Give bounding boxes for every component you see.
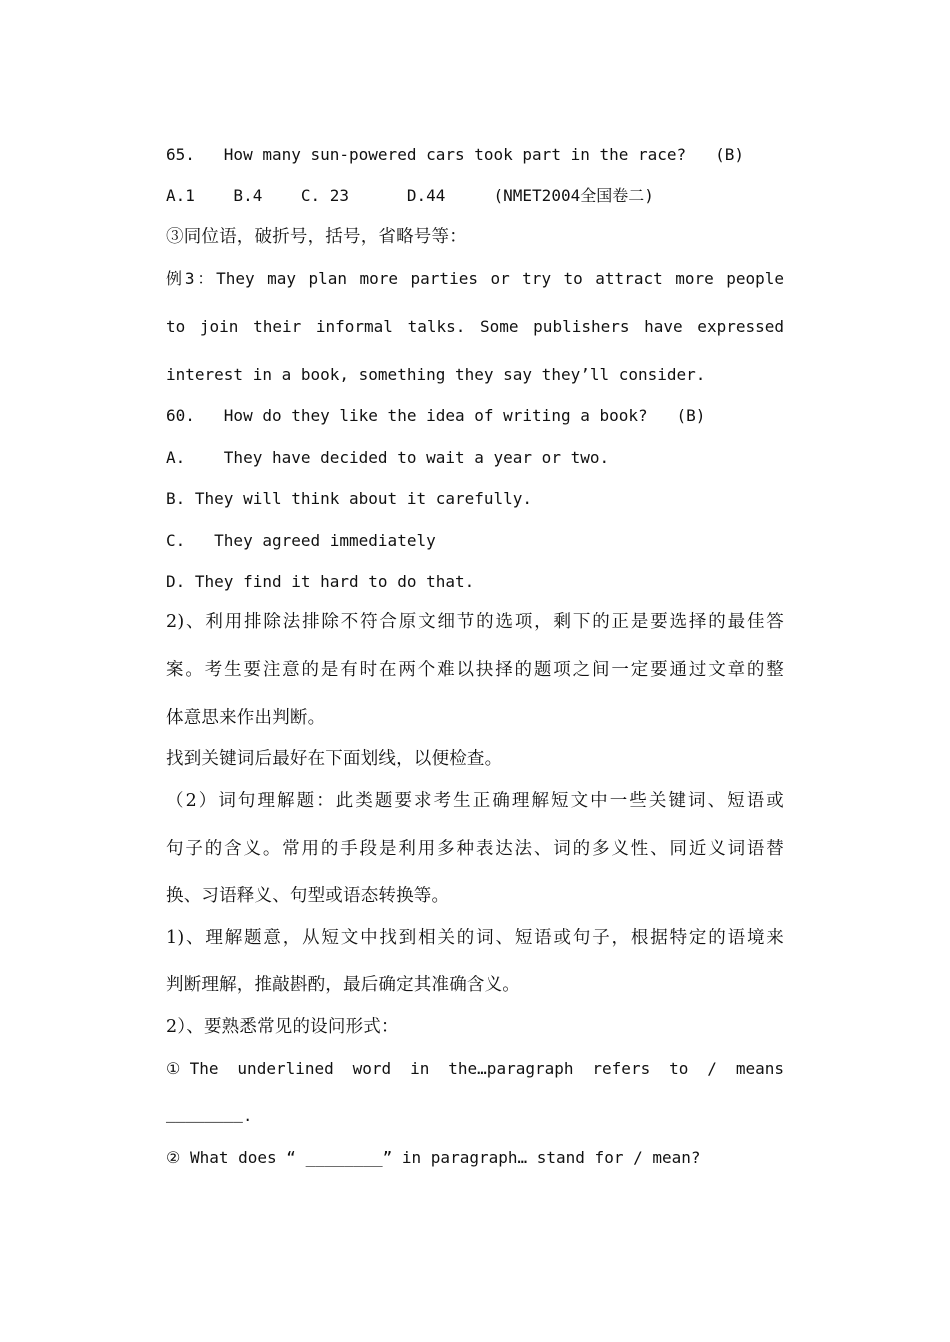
tip-underline: 找到关键词后最好在下面划线，以便检查。 [166,749,503,769]
example-3-line-3: interest in a book, something they say they’ll consider. [166,365,706,384]
word-meaning-line-1: （2）词句理解题：此类题要求考生正确理解短文中一些关键词、短语或 [166,791,784,811]
question-form-1: ①The underlined word in the…paragraph refers to / means [166,1059,784,1078]
tip-elimination-line-1: 2)、利用排除法排除不符合原文细节的选项，剩下的正是要选择的最佳答 [166,612,784,632]
step-2: 2）、要熟悉常见的设问形式： [166,1017,399,1037]
tip-elimination-line-3: 体意思来作出判断。 [166,708,326,728]
step-1-line-2: 判断理解，推敲斟酌，最后确定其准确含义。 [166,975,520,995]
option-b: B. They will think about it carefully. [166,489,533,508]
tip-elimination-line-2: 案。考生要注意的是有时在两个难以抉择的题项之间一定要通过文章的整 [166,660,784,680]
step-1-line-1: 1)、理解题意，从短文中找到相关的词、短语或句子，根据特定的语境来 [166,928,784,948]
question-form-1-blank: ________. [166,1108,253,1126]
question-60: 60. How do they like the idea of writing a book? (B) [166,406,706,425]
question-form-2: ② What does “ ________” in paragraph… stand for / mean? [166,1148,701,1167]
option-d: D. They find it hard to do that. [166,572,475,591]
option-a: A. They have decided to wait a year or two. [166,448,610,467]
question-65: 65. How many sun-powered cars took part in the race? (B) [166,145,744,164]
example-3-line-2: to join their informal talks. Some publishers have expressed [166,317,784,336]
question-65-options: A.1 B.4 C. 23 D.44 (NMET2004全国卷二) [166,186,654,205]
word-meaning-line-3: 换、习语释义、句型或语态转换等。 [166,886,450,906]
option-c: C. They agreed immediately [166,531,436,550]
word-meaning-line-2: 句子的含义。常用的手段是利用多种表达法、词的多义性、同近义词语替 [166,839,784,859]
example-3-line-1: 例3：They may plan more parties or try to attract more people [166,269,784,288]
heading-appositive: ③同位语，破折号，括号，省略号等： [166,227,467,247]
